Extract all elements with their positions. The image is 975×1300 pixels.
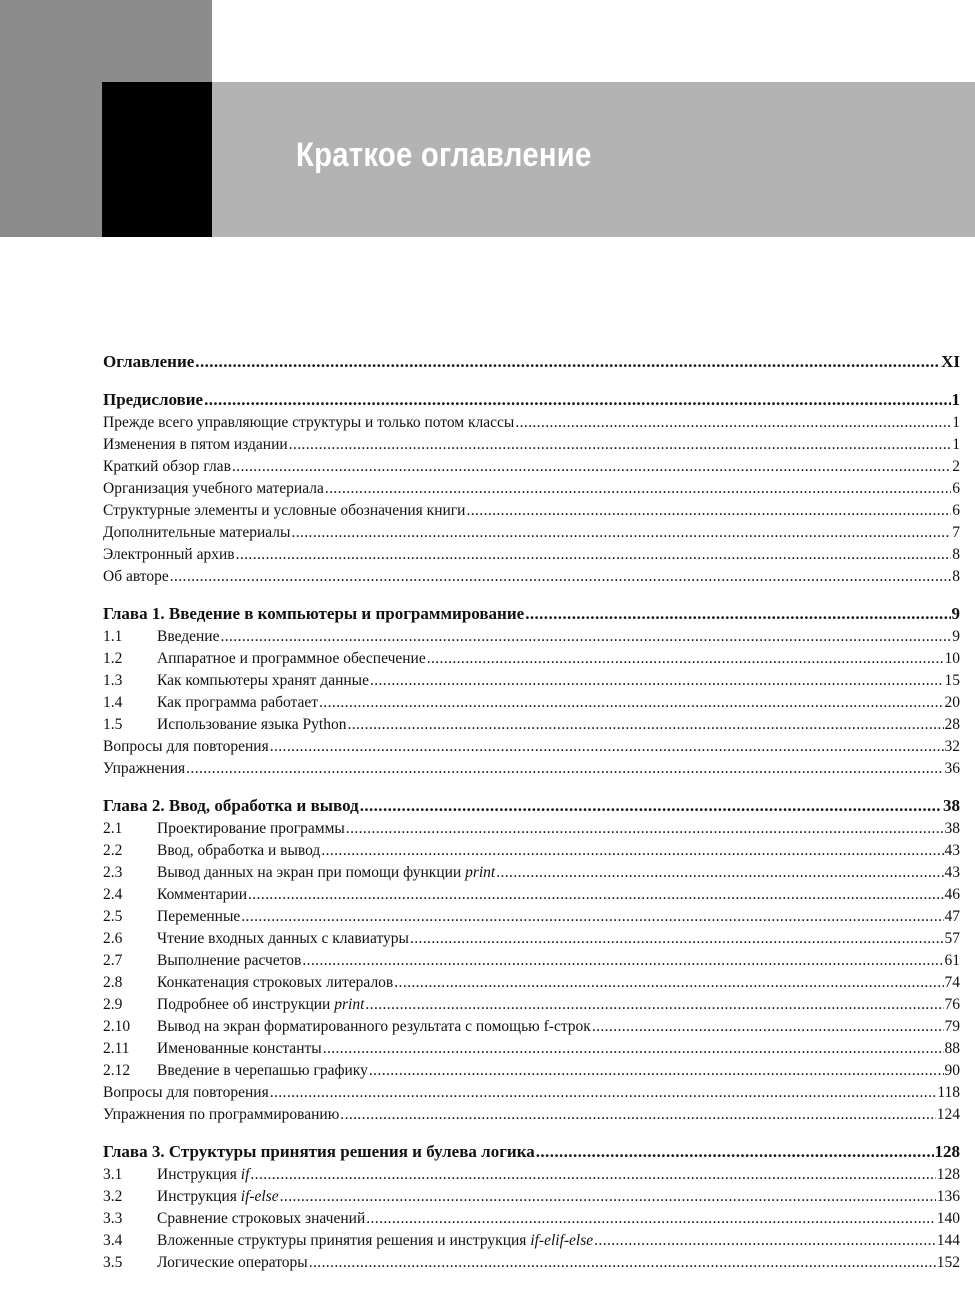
toc-dot-leader [319,692,943,714]
toc-entry[interactable] [103,626,960,648]
table-of-contents [103,350,960,1274]
toc-page-number: XI [941,352,960,371]
toc-dot-leader [289,434,952,456]
toc-dot-leader [360,794,942,818]
page-title: Краткое оглавление [296,136,592,174]
toc-dot-leader [248,884,944,906]
toc-heading[interactable] [103,350,960,374]
toc-dot-leader [270,1082,937,1104]
toc-entry[interactable] [103,670,960,692]
toc-section [103,1140,960,1274]
toc-page-number: 15 [944,672,960,689]
toc-entry[interactable] [103,522,960,544]
toc-entry[interactable] [103,1230,960,1252]
toc-dot-leader [309,1252,936,1274]
toc-entry-title-text: Проектирование программы [157,820,345,837]
toc-dot-leader [241,906,943,928]
toc-page-number: 8 [952,568,960,585]
toc-entry-number: 3.5 [103,1254,123,1271]
toc-entry-title [157,626,219,648]
toc-entry-title [103,566,169,588]
header-black-block [102,82,212,237]
toc-dot-leader [321,840,943,862]
toc-page-number: 43 [944,864,960,881]
toc-entry[interactable] [103,692,960,714]
toc-entry-title [157,928,409,950]
toc-page-number: 144 [936,1232,960,1249]
toc-dot-leader [410,928,944,950]
toc-entry-title-text: Ввод, обработка и вывод [157,842,321,859]
toc-entry-title [103,1082,269,1104]
toc-entry[interactable] [103,1252,960,1274]
toc-entry-title [103,434,288,456]
toc-entry-number: 1.5 [103,716,123,733]
toc-entry-title-text: Инструкция [157,1166,241,1183]
toc-section [103,350,960,374]
toc-dot-leader [346,818,944,840]
toc-page-number: 47 [944,908,960,925]
toc-entry-title-text: Глава 3. Структуры принятия решения и булева логика [103,1142,535,1161]
toc-section [103,388,960,588]
toc-page-number: 2 [952,458,960,475]
toc-entry-title-text: Введение [157,628,220,645]
toc-entry-title [157,906,240,928]
toc-entry-number: 2.8 [103,974,123,991]
toc-entry-title [157,1186,279,1208]
toc-dot-leader [291,522,951,544]
toc-entry-number: 3.4 [103,1232,123,1249]
toc-page-number: 118 [937,1084,960,1101]
toc-dot-leader [366,1208,936,1230]
toc-entry-title-text: Упражнения [103,760,186,777]
toc-entry-title [103,350,194,374]
toc-page-number: 28 [944,716,960,733]
toc-entry-title [157,1016,591,1038]
toc-page-number: 36 [944,760,960,777]
toc-dot-leader [536,1140,934,1164]
toc-entry[interactable] [103,906,960,928]
toc-page-number: 43 [944,842,960,859]
toc-entry[interactable] [103,928,960,950]
toc-entry-title [157,1230,593,1252]
toc-entry[interactable] [103,862,960,884]
toc-entry-title [157,1252,308,1274]
toc-page-number: 124 [936,1106,960,1123]
toc-entry-title-text: Чтение входных данных с клавиатуры [157,930,409,947]
header-gray-block-left [0,82,102,237]
toc-entry-title-text: Вложенные структуры принятия решения и инструкция [157,1232,531,1249]
toc-entry-title-text: Логические операторы [157,1254,308,1271]
toc-entry[interactable] [103,434,960,456]
toc-dot-leader [250,1164,935,1186]
toc-entry-title [103,456,231,478]
toc-dot-leader [204,388,950,412]
toc-entry-title-text: Оглавление [103,352,195,371]
toc-entry-title [103,500,465,522]
toc-dot-leader [365,994,943,1016]
toc-entry-number: 3.1 [103,1166,123,1183]
toc-entry-title-text: Сравнение строковых значений [157,1210,366,1227]
toc-entry-title [157,818,345,840]
toc-entry-title [157,994,364,1016]
toc-page-number: 128 [934,1142,960,1161]
toc-entry-title-text: Как программа работает [157,694,319,711]
toc-entry-title [157,1060,368,1082]
toc-entry-title-text: Как компьютеры хранят данные [157,672,369,689]
toc-entry-title-text: Краткий обзор глав [103,458,231,475]
toc-entry-title-text: Выполнение расчетов [157,952,302,969]
toc-page-number: 9 [952,628,960,645]
toc-entry-title [103,544,235,566]
toc-entry-title [157,670,369,692]
toc-entry-number: 1.2 [103,650,123,667]
toc-entry-number: 2.2 [103,842,123,859]
toc-entry-title [157,1164,249,1186]
toc-entry[interactable] [103,478,960,500]
toc-entry-title [157,1208,365,1230]
toc-section [103,602,960,780]
toc-entry[interactable] [103,840,960,862]
toc-dot-leader [427,648,944,670]
toc-page-number: 9 [951,604,960,623]
toc-entry-title [103,522,290,544]
toc-entry-title-text: Подробнее об инструкции [157,996,335,1013]
toc-dot-leader [170,566,952,588]
toc-entry[interactable] [103,566,960,588]
toc-entry-title-text: Вопросы для повторения [103,738,269,755]
toc-entry-title [157,950,301,972]
toc-entry-title [157,714,346,736]
toc-page-number: 152 [936,1254,960,1271]
toc-entry[interactable] [103,1082,960,1104]
toc-page-number: 1 [952,436,960,453]
toc-entry-title-text: Изменения в пятом издании [103,436,288,453]
toc-entry-title [103,388,203,412]
toc-page-number: 76 [944,996,960,1013]
toc-dot-leader [515,412,951,434]
toc-page-number: 8 [952,546,960,563]
toc-entry-title-text: Глава 1. Введение в компьютеры и программирование [103,604,525,623]
toc-page-number: 61 [944,952,960,969]
toc-page-number: 1 [951,390,960,409]
toc-page-number: 140 [936,1210,960,1227]
toc-entry[interactable] [103,884,960,906]
toc-entry-title [157,692,318,714]
toc-entry-number: 2.6 [103,930,123,947]
toc-dot-leader [340,1104,935,1126]
toc-dot-leader [594,1230,936,1252]
toc-entry-title [103,736,269,758]
toc-entry-title-text: Вывод на экран форматированного результата с помощью f-строк [157,1018,591,1035]
toc-entry-title [157,862,495,884]
toc-dot-leader [186,758,943,780]
toc-entry[interactable] [103,648,960,670]
toc-page-number: 128 [936,1166,960,1183]
toc-page-number: 79 [944,1018,960,1035]
toc-entry-number: 2.5 [103,908,123,925]
toc-dot-leader [325,478,951,500]
toc-entry[interactable] [103,1104,960,1126]
toc-entry-title-code: print [334,996,365,1013]
toc-dot-leader [323,1038,944,1060]
toc-entry-title [157,1038,322,1060]
toc-entry-number: 2.3 [103,864,123,881]
toc-entry-number: 2.1 [103,820,123,837]
toc-entry-number: 3.3 [103,1210,123,1227]
toc-entry-number: 1.1 [103,628,123,645]
toc-entry-title-code: if-elif-else [530,1232,594,1249]
toc-entry[interactable] [103,950,960,972]
toc-entry[interactable] [103,544,960,566]
toc-dot-leader [592,1016,944,1038]
toc-entry-title [157,840,320,862]
toc-entry-number: 2.7 [103,952,123,969]
toc-dot-leader [236,544,952,566]
toc-entry[interactable] [103,714,960,736]
toc-entry[interactable] [103,412,960,434]
toc-entry-title [157,972,393,994]
toc-entry-title-text: Структурные элементы и условные обозначения книги [103,502,466,519]
toc-entry[interactable] [103,736,960,758]
toc-heading[interactable] [103,794,960,818]
toc-page-number: 57 [944,930,960,947]
toc-entry-title-text: Глава 2. Ввод, обработка и вывод [103,796,359,815]
toc-entry-title [103,1140,535,1164]
toc-page-number: 6 [952,480,960,497]
toc-dot-leader [466,500,951,522]
toc-entry-title [103,478,324,500]
toc-dot-leader [220,626,951,648]
toc-heading[interactable] [103,388,960,412]
toc-page-number: 32 [944,738,960,755]
toc-dot-leader [347,714,943,736]
toc-dot-leader [232,456,951,478]
toc-entry[interactable] [103,1164,960,1186]
toc-page-number: 38 [943,796,960,815]
toc-entry-title-text: Использование языка Python [157,716,347,733]
toc-entry-title-text: Прежде всего управляющие структуры и только потом классы [103,414,515,431]
toc-dot-leader [280,1186,936,1208]
toc-entry-title-text: Аппаратное и программное обеспечение [157,650,426,667]
toc-entry[interactable] [103,1208,960,1230]
toc-entry-title-text: Организация учебного материала [103,480,324,497]
toc-page-number: 20 [944,694,960,711]
toc-entry[interactable] [103,456,960,478]
toc-entry-title-text: Переменные [157,908,241,925]
toc-entry[interactable] [103,1060,960,1082]
toc-entry-title-text: Дополнительные материалы [103,524,291,541]
toc-page-number: 74 [944,974,960,991]
toc-entry-number: 2.11 [103,1040,130,1057]
toc-entry-title [157,884,247,906]
toc-entry-title-text: Комментарии [157,886,247,903]
toc-page-number: 46 [944,886,960,903]
toc-entry[interactable] [103,818,960,840]
toc-dot-leader [370,670,944,692]
toc-entry[interactable] [103,1038,960,1060]
toc-entry[interactable] [103,758,960,780]
toc-entry[interactable] [103,972,960,994]
toc-dot-leader [525,602,950,626]
toc-entry-title-text: Введение в черепашью графику [157,1062,368,1079]
toc-entry-title-text: Инструкция [157,1188,241,1205]
toc-dot-leader [369,1060,944,1082]
toc-heading[interactable] [103,602,960,626]
toc-entry-title-text: Конкатенация строковых литералов [157,974,394,991]
toc-entry[interactable] [103,1016,960,1038]
toc-entry[interactable] [103,1186,960,1208]
toc-entry-number: 2.10 [103,1018,131,1035]
toc-entry-title-text: Электронный архив [103,546,235,563]
toc-entry-title [157,648,426,670]
toc-page-number: 38 [944,820,960,837]
toc-entry[interactable] [103,994,960,1016]
toc-entry-title-code: if [240,1166,250,1183]
toc-entry-title [103,1104,339,1126]
toc-dot-leader [270,736,944,758]
header-gray-block-top [0,0,212,82]
toc-heading[interactable] [103,1140,960,1164]
toc-dot-leader [394,972,943,994]
toc-entry-number: 3.2 [103,1188,123,1205]
toc-entry-number: 1.3 [103,672,123,689]
toc-entry-title-text: Вывод данных на экран при помощи функции [157,864,466,881]
toc-entry-title-text: Упражнения по программированию [103,1106,340,1123]
toc-page-number: 10 [944,650,960,667]
toc-entry-number: 2.4 [103,886,123,903]
toc-page-number: 136 [936,1188,960,1205]
toc-entry-title-code: print [465,864,496,881]
toc-entry-title-code: if-else [240,1188,279,1205]
toc-entry-title [103,794,359,818]
toc-entry-title [103,412,514,434]
toc-entry-title-text: Именованные константы [157,1040,322,1057]
toc-entry-number: 2.9 [103,996,123,1013]
toc-entry-title [103,602,524,626]
toc-section [103,794,960,1126]
toc-entry-title [103,758,185,780]
toc-entry-title-text: Вопросы для повторения [103,1084,269,1101]
toc-entry[interactable] [103,500,960,522]
toc-entry-number: 1.4 [103,694,123,711]
toc-page-number: 7 [952,524,960,541]
toc-page-number: 6 [952,502,960,519]
toc-page-number: 88 [944,1040,960,1057]
toc-entry-title-text: Предисловие [103,390,204,409]
toc-entry-title-text: Об авторе [103,568,169,585]
toc-dot-leader [195,350,940,374]
toc-entry-number: 2.12 [103,1062,131,1079]
toc-dot-leader [302,950,943,972]
toc-page-number: 1 [952,414,960,431]
toc-dot-leader [496,862,943,884]
toc-page-number: 90 [944,1062,960,1079]
